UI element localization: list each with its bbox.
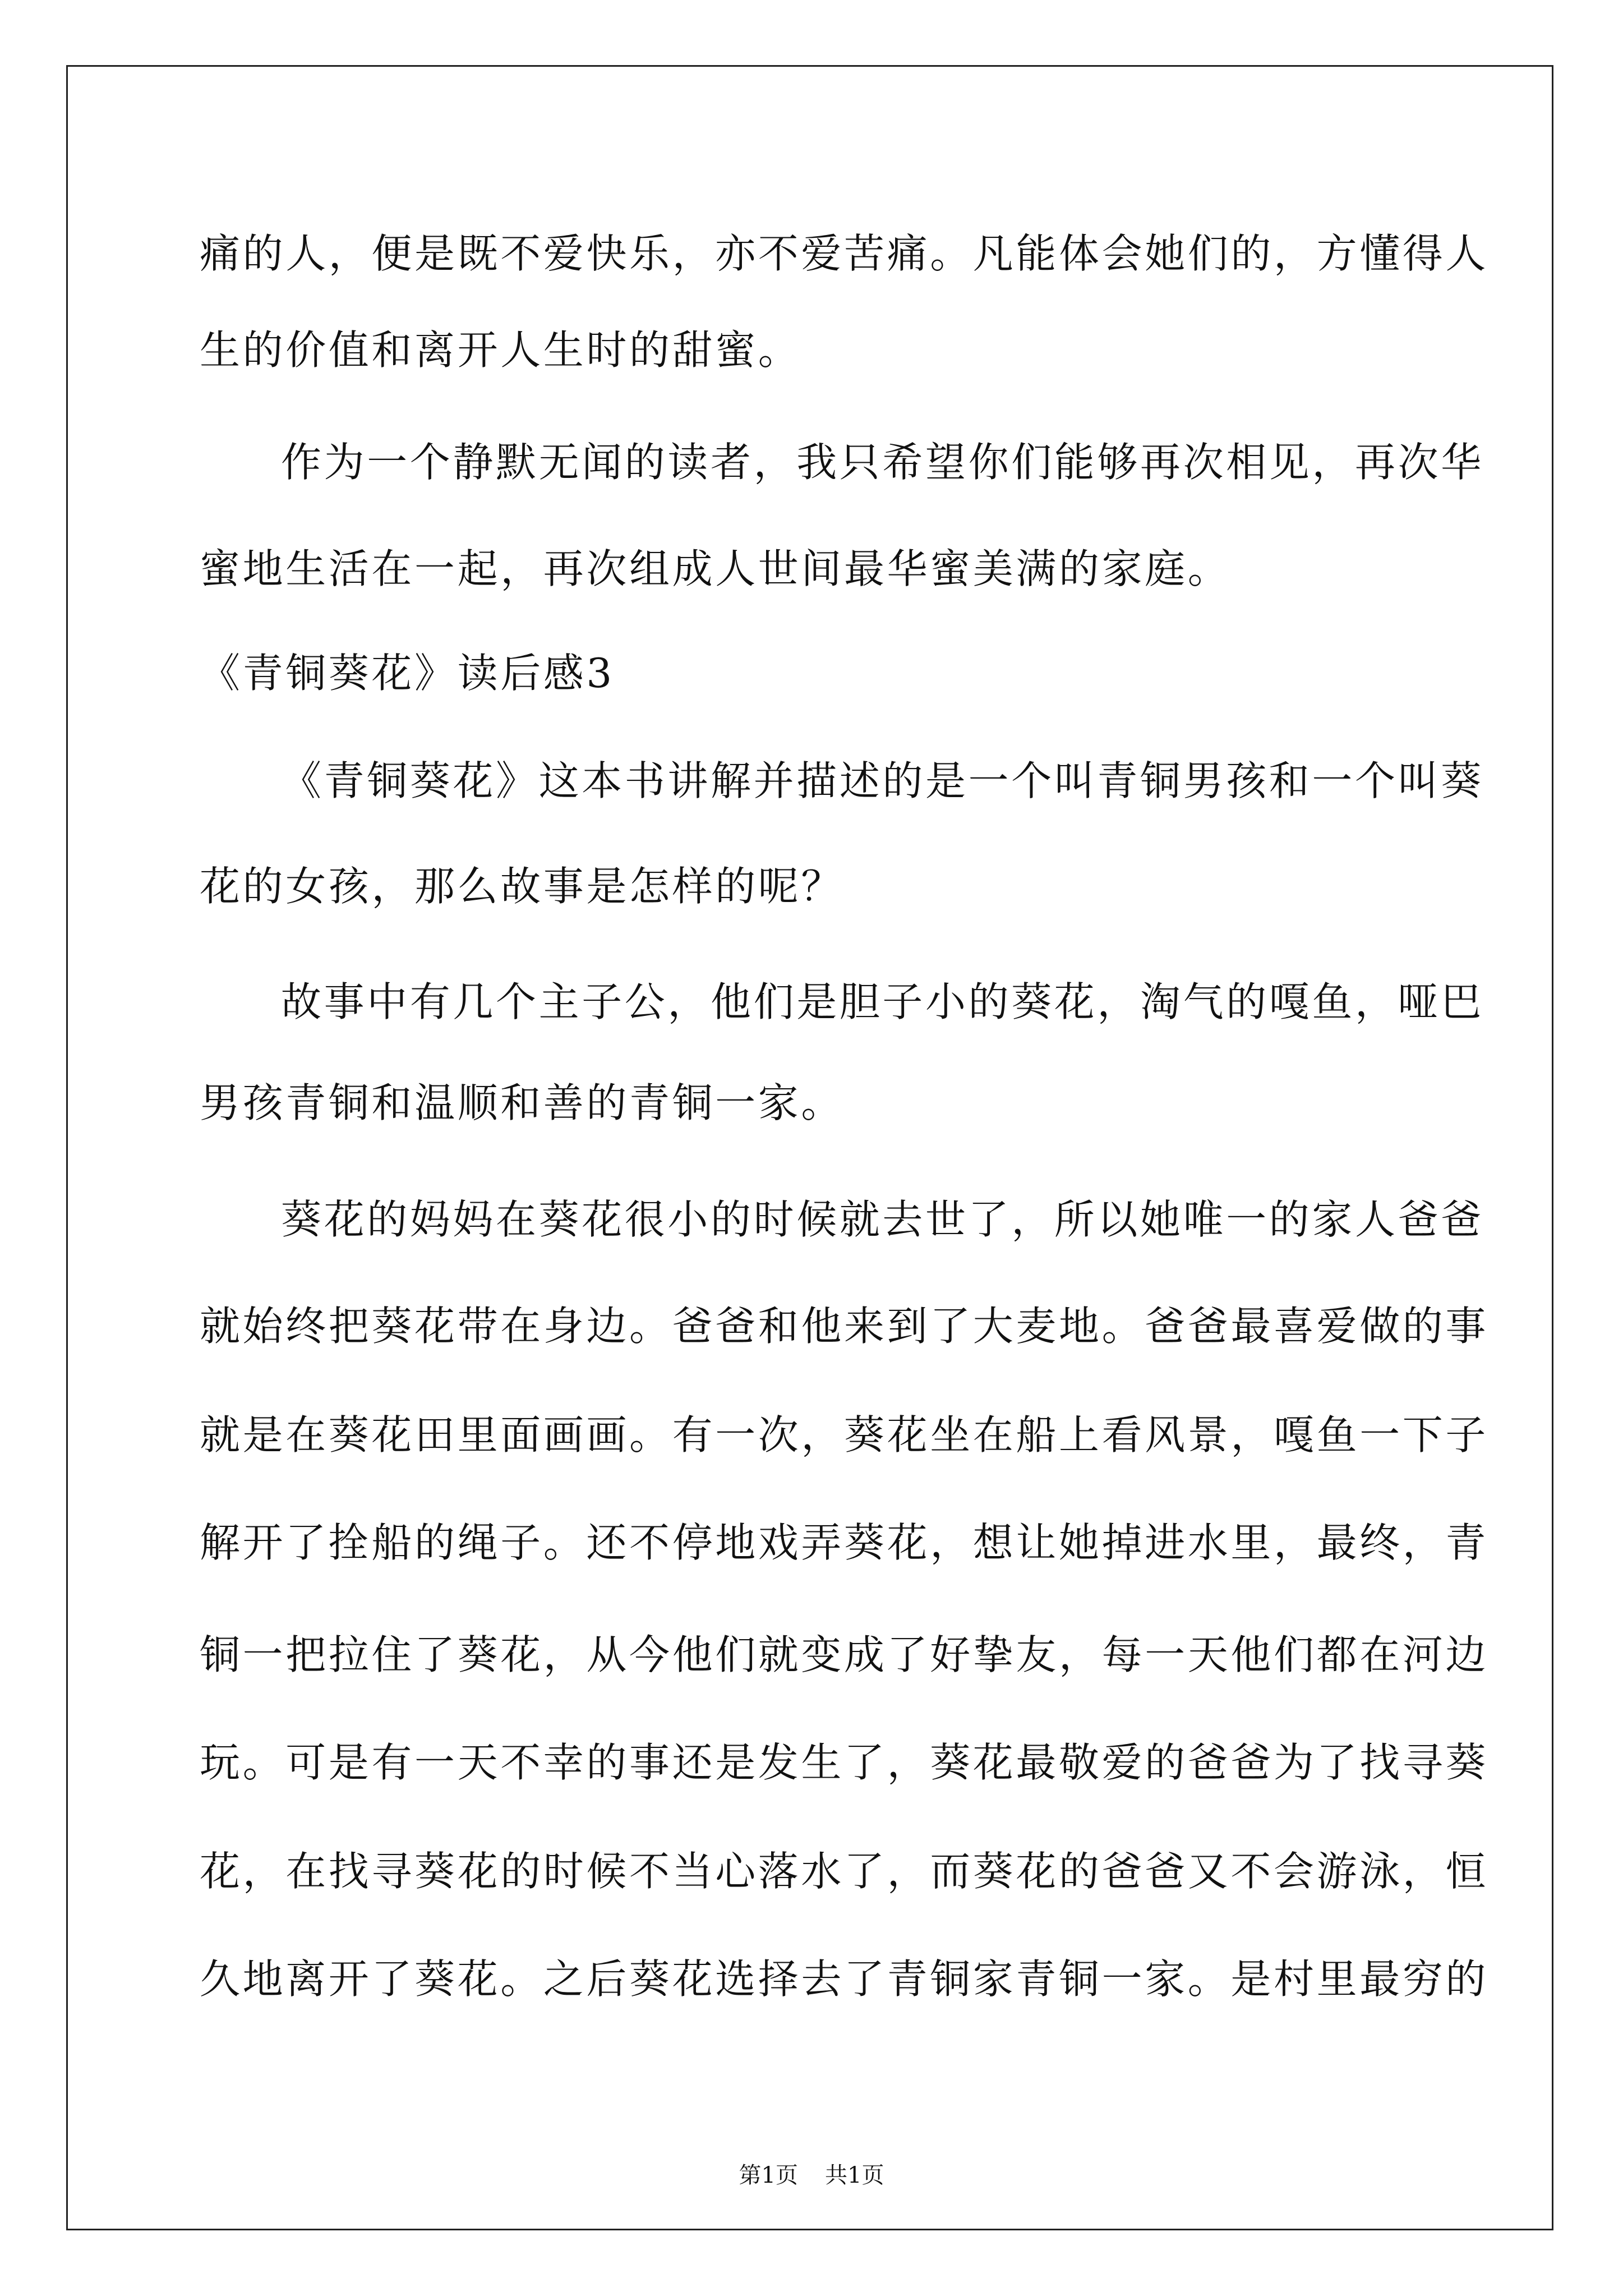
- text-line: 葵花的妈妈在葵花很小的时候就去世了，所以她唯一的家人爸爸: [281, 1196, 1484, 1243]
- text-line: 生的价值和离开人生时的甜蜜。: [200, 326, 801, 374]
- text-line: 作为一个静默无闻的读者，我只希望你们能够再次相见，再次华: [281, 439, 1484, 486]
- page-border: [66, 65, 1553, 2230]
- text-line: 花，在找寻葵花的时候不当心落水了，而葵花的爸爸又不会游泳，恒: [200, 1848, 1489, 1895]
- section-heading: 《青铜葵花》读后感3: [200, 650, 615, 697]
- page-footer: [0, 2159, 1623, 2192]
- text-line: 蜜地生活在一起，再次组成人世间最华蜜美满的家庭。: [200, 545, 1231, 592]
- page-number-total: 共1页: [825, 2162, 884, 2188]
- text-line: 解开了拴船的绳子。还不停地戏弄葵花，想让她掉进水里，最终，青: [200, 1519, 1489, 1566]
- text-line: 男孩青铜和温顺和善的青铜一家。: [200, 1079, 845, 1126]
- text-line: 花的女孩，那么故事是怎样的呢？: [200, 863, 845, 910]
- text-line: 《青铜葵花》这本书讲解并描述的是一个叫青铜男孩和一个叫葵: [281, 757, 1484, 804]
- text-line: 久地离开了葵花。之后葵花选择去了青铜家青铜一家。是村里最穷的: [200, 1955, 1489, 2003]
- text-line: 就始终把葵花带在身边。爸爸和他来到了大麦地。爸爸最喜爱做的事: [200, 1303, 1489, 1350]
- text-line: 铜一把拉住了葵花，从今他们就变成了好挚友，每一天他们都在河边: [200, 1631, 1489, 1678]
- page-number-current: 第1页: [739, 2162, 798, 2188]
- text-line: 玩。可是有一天不幸的事还是发生了，葵花最敬爱的爸爸为了找寻葵: [200, 1739, 1489, 1786]
- text-line: 痛的人，便是既不爱快乐，亦不爱苦痛。凡能体会她们的，方懂得人: [200, 230, 1489, 277]
- text-line: 故事中有几个主子公，他们是胆子小的葵花，淘气的嘎鱼，哑巴: [281, 978, 1484, 1025]
- text-line: 就是在葵花田里面画画。有一次，葵花坐在船上看风景，嘎鱼一下子: [200, 1411, 1489, 1458]
